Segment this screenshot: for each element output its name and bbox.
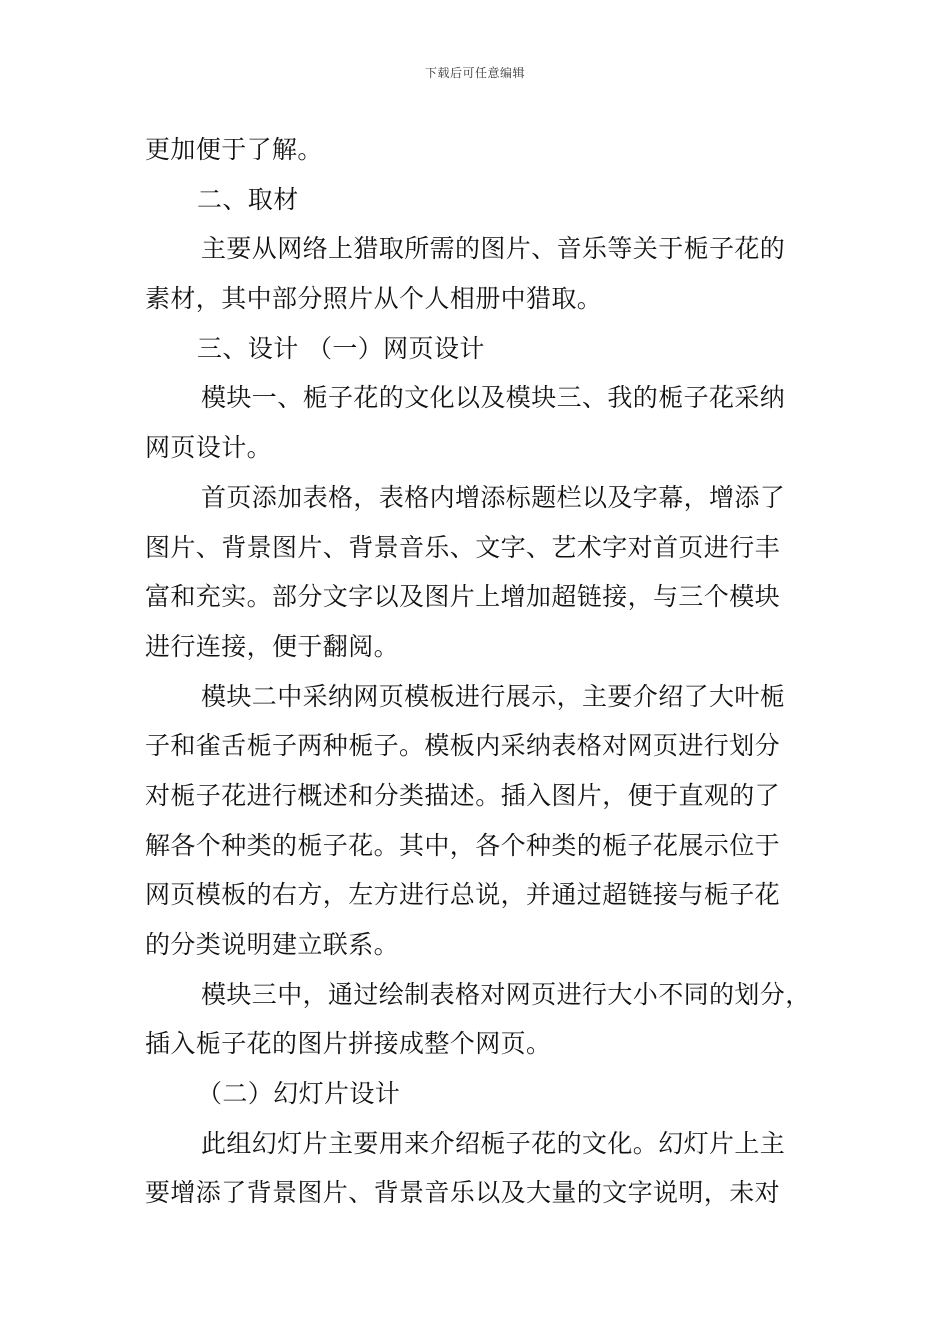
- text-line: 主要从网络上猎取所需的图片、音乐等关于栀子花的: [201, 234, 786, 264]
- text-line: 模块三中，通过绘制表格对网页进行大小不同的划分，: [201, 979, 811, 1009]
- text-line: 首页添加表格，表格内增添标题栏以及字幕，增添了: [201, 482, 786, 512]
- text-line: 的分类说明建立联系。: [145, 930, 400, 959]
- text-line: 对栀子花进行概述和分类描述。插入图片，便于直观的了: [145, 780, 781, 810]
- text-line: 插入栀子花的图片拼接成整个网页。: [145, 1029, 552, 1059]
- document-body: [145, 125, 810, 1218]
- text-line: 此组幻灯片主要用来介绍栀子花的文化。幻灯片上主: [201, 1128, 786, 1158]
- text-line: 富和充实。部分文字以及图片上增加超链接，与三个模块: [145, 582, 781, 612]
- text-line: 网页模板的右方，左方进行总说，并通过超链接与栀子花: [145, 880, 781, 910]
- text-line: 模块一、栀子花的文化以及模块三、我的栀子花采纳: [201, 383, 786, 413]
- text-line: 网页设计。: [145, 433, 273, 463]
- text-line: 图片、背景图片、背景音乐、文字、艺术字对首页进行丰: [145, 532, 781, 562]
- section-heading: 三、设计 （一）网页设计: [197, 333, 485, 363]
- text-line: 进行连接，便于翻阅。: [145, 631, 400, 661]
- text-line: 更加便于了解。: [145, 135, 323, 164]
- text-line: 要增添了背景图片、背景音乐以及大量的文字说明，未对: [145, 1178, 781, 1208]
- section-heading: 二、取材: [197, 184, 299, 214]
- text-line: 解各个种类的栀子花。其中，各个种类的栀子花展示位于: [145, 830, 781, 860]
- page-header: 下载后可任意编辑: [424, 66, 525, 80]
- section-heading: （二）幻灯片设计: [197, 1079, 401, 1109]
- text-line: 素材，其中部分照片从个人相册中猎取。: [145, 284, 603, 314]
- text-line: 模块二中采纳网页模板进行展示，主要介绍了大叶栀: [201, 681, 786, 711]
- text-line: 子和雀舌栀子两种栀子。模板内采纳表格对网页进行划分: [145, 731, 781, 761]
